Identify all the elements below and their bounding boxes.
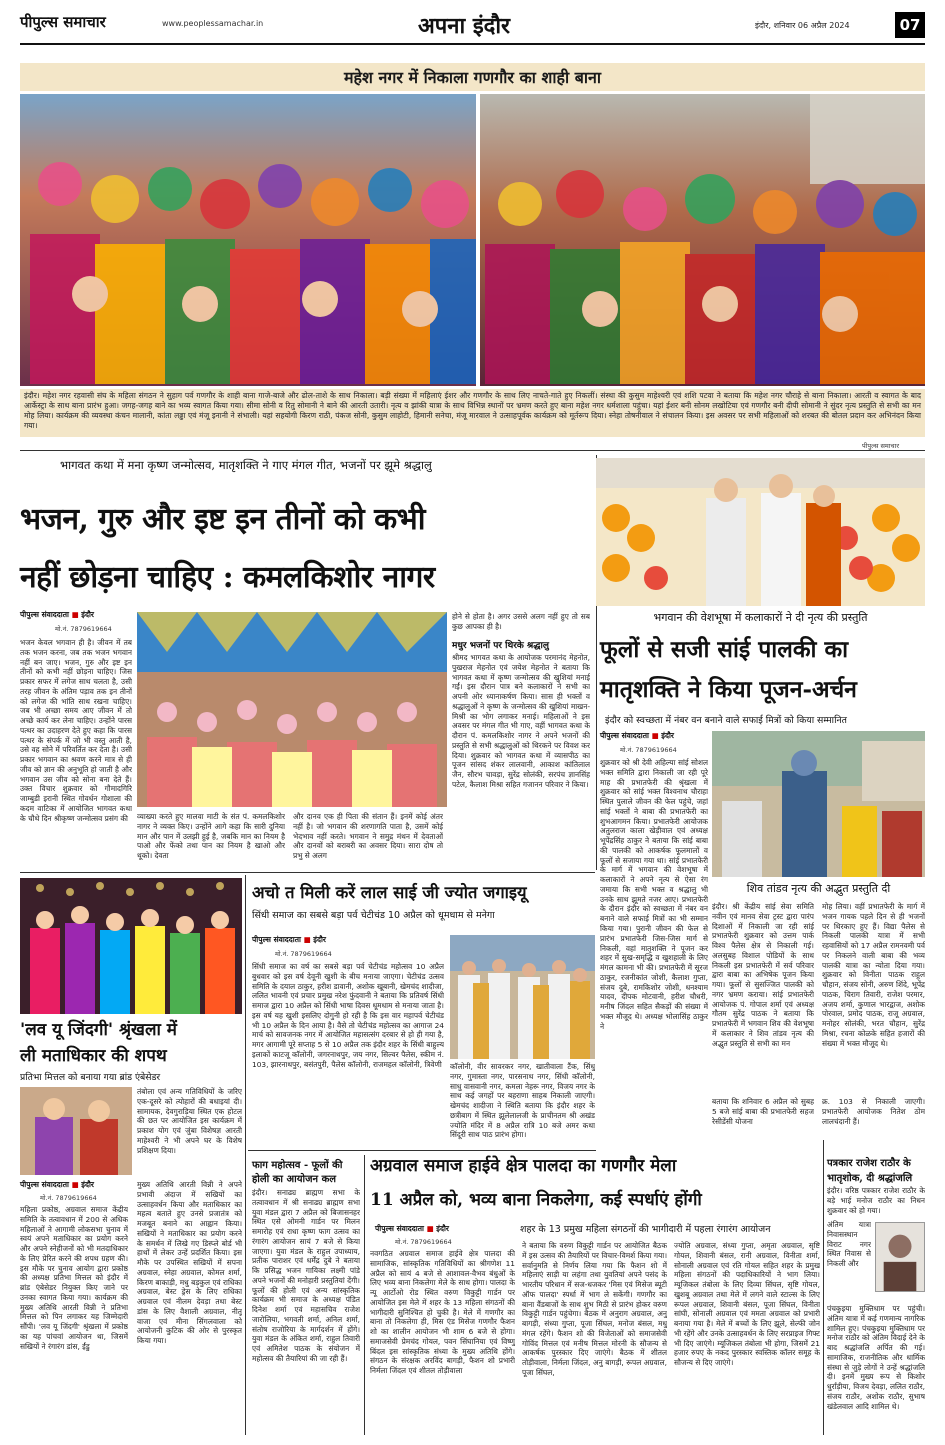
story3-col2b: बताया कि शनिवार 6 अप्रैल को सुबह 5 बजे सांई बाबा की प्रभातफेरी सहज रेसीडेंसी योजना <box>712 1097 814 1126</box>
story4-city: इंदौर <box>81 1180 94 1189</box>
katha-crowd-photo <box>137 612 447 807</box>
story3-city: इंदौर <box>661 731 674 740</box>
story7-col1: नवगठित अग्रवाल समाज हाईवे क्षेत्र पालदा की सामाजिक, सांस्कृतिक गतिविधियों का श्रीगणेश 11 अप्रैल को सायं 4 बजे से आशावल-वैभव बंधुओं के लिए भव्य बाना निकलेगा मेले के साथ होगा। पालदा के न्यू आर्टोओ रोड स्थित वरुण विकुट्टी गार्डन पर आयोजित इस मेले में शहर के 13 महिला संगठनों की भागीदारी सुनिश्चित हो चुकी है। मेले में गणगौर का बाना तो निकलेगा ही, मिस एंड मिसेज गणगौर फैशन शो का शालीन आयोजन भी शाम 6 बजे से होगा। समाजसेवी प्रेमचंद गोयल, पवन सिंघानिया एवं विष्णु बिंदल इस सांस्कृतिक संध्या के मुख्य अतिथि होंगे। संगठन के संरक्षक अरविंद बागड़ी, फैशन शो प्रभारी निर्मला जिंदल एवं शीतल तोड़ीवाला <box>370 1249 515 1376</box>
masthead-website: www.peoplessamachar.in <box>162 19 264 28</box>
col-divider-d <box>823 1140 824 1435</box>
story3-col2: इंदौर। श्री केंद्रीय सांई सेवा समिति नवीन एवं मानव सेवा ट्रस्ट द्वारा पारंप दिशाओं में निकाली जा रही सांई प्रभातफेरी शुक्रवार को उत्तम पार्क विश्व पैलेस क्षेत्र से निकाली गई। अलसुबह विशाल पोडियों के साथ निकली इस प्रभातफेरी में सर्व परिवार द्वारा बाबा का अभिषेक पूजन किया गया। फूलों से सुसज्जित पालकी को नगर भ्रमण कराया। सांई प्रभातफेरी आयोजक पं. गोपाल शर्मा एवं अध्यक्ष गौतम सुरेंद्र पाठक ने बताया कि प्रभातफेरी में भगवान शिव की वेशभूषा में कलाकार ने शिव तांडव नृत्य की अद्भुत प्रस्तुति से सभी का मन <box>712 902 814 1048</box>
story4-col2: मुख्य अतिथि आरती विन्नी ने अपने प्रभावी अंदाज में सखियों का उत्साहवर्धन किया और मताधिकार का महत्व बताते हुए उनसे प्रजातंत्र को मजबूत बनाने का आह्वान किया। सखियों ने मताधिकार का प्रयोग करने के समर्थन में लिखे गए डिस्प्ले बोर्ड भी हाथों में लेकर उन्हें प्रदर्शित किया। इस मौके पर उपस्थित सखियों में सपना अग्रवाल, स्नेहा अग्रवाल, कोमल शर्मा, किरण बाकाड़ी, मधु बड़कुल एवं राधिका अग्रवाल, बेस्ट ड्रेस के लिए राधिका अग्रवाल एवं नीलम देवड़ा तथा बेस्ट डांस के लिए वैशाली अग्रवाल, नीतू वाजा एवं मीना सिंगलवाला को आयोजनी कुटिक की ओर से पुरस्कृत किया गया। <box>137 1180 242 1346</box>
story3-headline-line2: मातृशक्ति ने किया पूजन-अर्चन <box>600 676 857 703</box>
story6-headline-line2: होली का आयोजन कल <box>252 1174 337 1185</box>
dateline: इंदौर, शनिवार 06 अप्रैल 2024 <box>755 21 850 30</box>
col-divider-c <box>364 1155 365 1435</box>
bullet-icon: ■ <box>71 1180 79 1189</box>
bullet-icon: ■ <box>71 610 79 619</box>
story7-col2: ने बताया कि वरुण विकुट्टी गार्डन पर आयोजित बैठक में इस उत्सव की तैयारियों पर विचार-विमर्श किया गया। सर्वानुमति से निर्णय लिया गया कि फैशन शो में महिलाएं साड़ी या लहंगा तथा युवतियां अपने पसंद के भारतीय परिधान में सज-धजकर 'मिस एवं मिसेज ब्यूटी ऑफ पालदा' स्पर्धा में भाग ले सकेंगी। गणगौर का बाना वैंडबाजों के साथ शुभ मिठी से प्रारंभ होकर वरुण विकुट्टी गार्डन पहुंचेगा। बैठक में अनुराग अग्रवाल, अनु बागड़ी, संध्या गुप्ता, पूजा सिंघल, मनोज बंसल, मधु मंगल रहेंगे। फैशन शो की विजेताओं को समाजसेवी गोविंद मित्तल एवं मनीष मित्तल मोरनी के सौजन्य से आकर्षक पुरस्कार दिए जाएंगे। बैठक में शीतल तोड़ीवाला, निर्मला जिंदल, अनु बागड़ी, रूपल अग्रवाल, पूजा सिंघल, <box>522 1241 667 1377</box>
story2-headline-line1: भजन, गुरु और इष्ट इन तीनों को कभी <box>20 502 425 537</box>
col-divider-b <box>245 875 246 1435</box>
bullet-icon: ■ <box>651 731 659 740</box>
story7-headline-line2: 11 अप्रैल को, भव्य बाना निकलेगा, कई स्पर्धाएं होंगी <box>370 1190 702 1210</box>
story3-col3b: क्र. 103 से निकाली जाएगी। प्रभातफेरी आयोजक नितेश ठोम लालचंदानी हैं। <box>822 1097 925 1126</box>
story5-col1: सिंधी समाज का वर्ष का सबसे बड़ा पर्व चेटीचंड महोत्सव 10 अप्रैल बुधवार को इस वर्ष देवूनी खुशी के बीच मनाया जाएगा। चेटीचंड उत्सव समिति के दयाल ठाकुर, हरीश डावानी, अशोक खूबानी, खेमचंद शादीजा, ललित भावनी एवं प्रचार प्रमुख नरेश फुंदवानी ने बताया कि प्रतिवर्ष सिंधी समाज द्वारा 10 अप्रैल को सिंधी भाषा दिवस धूमधाम से मनाया जाता है। इस वर्ष यह खुशी इसलिए दोगुनी हो रही है कि इस वार महापर्व चेटीचंड भी 10 अप्रैल के दिन आया है। वैसे तो चेटीचंड महोत्सव का आगाज 24 मार्च को सावजनक नगर में आयोजित महासत्संग दरबार से हो ही गया है, मगर आगामी पूरे सप्ताह 5 से 10 अप्रैल तक इंदौर शहर के सिंधी बाहुल्य इलाकों काटजू कॉलोनी, जगरनाथपुर, जय नगर, सिल्वर पैलेस, स्कीम नं. 103, झारनाथपुर, बसंतपुरी, पैलेस कॉलोनी, राजमहल कॉलोनी, त्रिवेणी <box>252 962 444 1069</box>
story7-col3: ज्योति अग्रवाल, संध्या गुप्ता, अमृता अग्रवाल, सृष्टि गोयल, शिवानी बंसल, रानी अग्रवाल, विनीता शर्मा, सोनाली अग्रवाल एवं रति गोयल सहित शहर के प्रमुख महिला संगठनों की पदाधिकारियों ने भाग लिया। म्यूजिकल तंबोला के लिए दिव्या सिंघल, सृष्टि गोयल, खुशबू अग्रवाल तथा मेले में लगने वाले स्टाल्स के लिए रूपल अग्रवाल, शिवानी बंसल, पूजा सिंघल, विनीता सांघी, सोनाली अग्रवाल एवं ममता अग्रवाल को प्रभारी बनाया गया है। मेले में बच्चों के लिए झूले, सेल्फी जोन भी रहेंगे और उनके उत्साहवर्धन के लिए सरप्राइज गिफ्ट भी दिए जाएंगे। म्यूजिकल तंबोला भी होगा, जिसमें 21 हजार रुपए के नकद पुरस्कार स्वस्तिक कॉलर समूह के सौजन्य से दिए जाएंगे। <box>674 1241 820 1368</box>
story2-mobile: मो.नं. 7879619664 <box>55 625 112 633</box>
story2-bottom-rule <box>20 872 595 873</box>
story4-headline-line1: 'लव यू जिंदगी' श्रृंखला में <box>20 1020 177 1040</box>
story4-col-top: तंबोला एवं अन्य गतिविधियों के जरिए एक-दूसरे को त्योहारों की बधाइयां दी। सामायक, देवगुराड़िया स्थित एक होटल की छत पर आयोजित इस कार्यक्रम में प्रकाश योग एवं जुंबा विशेषज्ञ आरती माहेश्वरी ने भी अपने घर के विशेष प्रशिक्षण दिया। <box>137 1087 242 1155</box>
story3-strap: इंदौर को स्वच्छता में नंबर वन बनाने वाले सफाई मित्रों को किया सम्मानित <box>605 715 847 726</box>
story1-bottom-rule <box>20 450 925 451</box>
story2-city: इंदौर <box>81 610 94 619</box>
story7-reporter: पीपुल्स संवाददाता <box>375 1224 424 1233</box>
story5-strap: सिंधी समाज का सबसे बड़ा पर्व चेटीचंड 10 अप्रैल को धूमधाम से मनेगा <box>252 910 495 921</box>
story2-headline-line2: नहीं छोड़ना चाहिए : कमलकिशोर नागर <box>20 560 435 595</box>
gangaur-photo-left <box>20 94 476 386</box>
story3-byline <box>600 731 674 741</box>
story5-mobile: मो.नं. 7879619664 <box>275 950 332 958</box>
story3-reporter: पीपुल्स संवाददाता <box>600 731 649 740</box>
story2-kicker: भागवत कथा में मना कृष्ण जन्मोत्सव, मातृशक्ति ने गाए मंगल गीत, भजनों पर झूमे श्रद्धालु <box>60 458 432 472</box>
story3-mobile: मो.नं. 7879619664 <box>620 746 677 754</box>
story5-byline <box>252 935 326 945</box>
story8-body: पंचकुइया मुक्तिधाम पर पहुंची। अंतिम यात्रा में कई गणमान्य नागरिक शामिल हुए। पंचकुइया मुक्तिधाम पर मनोज राठौर को अंतिम विदाई देने के बाद श्रद्धांजलि अर्पित की गई। सामाजिक, राजनीतिक और धार्मिक संस्था से जुड़े लोगों ने उन्हें श्रद्धांजलि दी। इनमें मुख्य रूप से किशोर धुर्रांड़ीया, विजय देवड़ा, ललित राठौर, संजय राठौर, अशोक राठौर, सुभाष खंडेलवाल आदि शामिल थे। <box>827 1304 925 1411</box>
page-number: 07 <box>895 12 925 38</box>
pratibha-mittal-photo <box>20 1087 132 1175</box>
story5-col2: कॉलोनी, वीर सावरकर नगर, खातीवाला टैंक, सिंधु नगर, गुमास्ता नगर, पारसनाथ नगर, सिंधी कॉलोनी, साधु वासवानी नगर, कमला नेहरू नगर, विजय नगर के साथ कई जगहों पर बहराणा साहब निकाली जाएगी। खेमचंद शादीजा ने स्थिति बताया कि इंदौर शहर के छत्रीबाग में स्थित झूलेलालजी के प्राचीनतम श्री अखंड ज्योति मंदिर में 8 अप्रैल रात्रि 10 बजे अमर कथा सिंदूरी साथ पाठ प्रारंभ होगा। <box>450 1062 595 1140</box>
love-you-zindagi-photo <box>20 878 242 1014</box>
story3-col1: शुक्रवार को श्री देवी अहिल्या सांई सोशल भक्त समिति द्वारा निकाली जा रही पूरे माह की प्रभातफेरी की श्रृंखला में शुक्रवार को सांई भक्त विश्वनाथ चौराहा स्थित पुलाले जीवन की फेल पहुंचे, जहां सांई भक्तों ने बाबा की प्रभातफेरी का शुभआगमन किया। प्रभातफेरी आयोजक अतुलराज काला खेड़ीवाल एवं अध्यक्ष भूपेंद्रसिंह ठाकुर ने बताया कि सांई बाबा की पालकी को आकर्षक फूलमालों व फूलों से सजाया गया था। सांई प्रभातफेरी के मार्ग में भगवान की वेशभूषा में कलाकारों ने अपने नृत्य से ऐसा रंग जमाया कि सभी भक्त व श्रद्धालु भी उनके साथ झूमते नजर आए। प्रभातफेरी के दौरान इंदौर को स्वच्छता में नंबर वन बनाने वाले सफाई मित्रों का भी सम्मान किया गया। पुरानी जीवन की फेल से प्रारंभ प्रभातफेरी जिस-जिस मार्ग से निकली, वहां मातृशक्ति ने पूजन कर शहर में सुख-समृद्धि व खुशहाली के लिए मंगल कामना भी की। प्रभातफेरी में सूरज ठाकुर, रजनीकांत जोशी, कैलाश गुप्ता, संजय दुबे, रामकिशोर जोशी, धनश्याम यादव, दीपक मोटवानी, हरीश चौधरी, मनीष जिंदल सहित सैकड़ों की संख्या में भक्त मौजूद थे। अध्यक्ष भोलासिंह ठाकुर ने <box>600 758 708 1031</box>
story5-headline: अचो त मिली करें लाल साई जी ज्योत जगाइयू <box>252 883 527 902</box>
story6-body: इंदौर। सनाढ्य ब्राह्मण सभा के तत्वावधान में श्री सनाढ्य ब्राह्मण सभा युवा मंडल द्वारा 7 अप्रैल को बिजासनहर स्थित एसे ओमनी गार्डन पर मिलन समारोह एवं राधा कृष्ण फाग उत्सव का रंगारंग आयोजन सायं 7 बजे से किया जाएगा। युवा मंडल के राहुल उपाध्याय, प्रतीक पाराशर एवं धर्मेंद्र दुबे ने बताया कि प्रसिद्ध भजन गायिका लक्ष्मी पांडे अपने भजनों की मनोहारी प्रस्तुतियां देंगी। फूलों की होली एवं अन्य सांस्कृतिक कार्यक्रम भी समाज के अध्यक्ष पंडित दिनेश शर्मा एवं महासचिव राजेश जारोलिया, भगवती शर्मा, अनिल शर्मा, संतोष राजोरिया के मार्गदर्शन में होंगे। युवा मंडल के अंकित शर्मा, राहुल तिवारी एवं अमितेश पाठक के संयोजन में महोत्सव की तैयारियां की जा रही हैं। <box>252 1188 360 1364</box>
story3-headline-line1: फूलों से सजी सांई पालकी का <box>600 636 849 663</box>
story2-col1: भजन केवल भगवान ही है। जीवन में तब तक भजन करना, जब तक भजन भगवान नहीं बन जाए। भजन, गुरु और इष्ट इन तीनों को कभी नहीं छोड़ना चाहिए। जिस प्रकार सफर में लगेज साथ चलता है, उसी तरह जीवन के अंतिम पड़ाव तक इन तीनों को लगेज की भांति साथ रखना चाहिए। जब भी अच्छा समय आए जीवन में तो अच्छे कार्य कर लेना चाहिए। उन्होंने पारस पत्थर का उदाहरण देते हुए कहा कि पारस पत्थर के संपर्क में जो भी वस्तु आती है, उसे वह सोने में परिवर्तित कर देता है। उसी प्रकार भगवान का श्रवण करने मात्र से ही जीव को ज्ञान की अनुभूति हो जाती है और भगवान उस जीव को सोना बना देते हैं। उक्त विचार शुक्रवार को गौमादगिरि जाम्बुडी इरानी स्थित गोवर्धन गोशाला की कदम वाटिका में आयोजित भागवत कथा के चौथे दिन श्रीकृष्ण जन्मोत्सव प्रसंग की <box>20 638 132 823</box>
sai-palki-photo-top <box>596 458 925 606</box>
story5-reporter: पीपुल्स संवाददाता <box>252 935 301 944</box>
story2-col4b: श्रीमद भागवत कथा के आयोजक परमानंद मेहनोत, पुखराज मेहनोत एवं जयेश मेहनोत ने बताया कि भागवत कथा में कृष्ण जन्मोत्सव की खुशियां मनाई गईं। इस दौरान पात्र बने कलाकारों ने सभी का अपनी ओर ध्यानाकर्षण किया। सास ही भक्तों व श्रद्धालुओं ने कृष्ण के जन्मोत्सव की खुशियां माखन-मिश्री का भोग लगाकर मनाई। महिलाओं ने इस अवसर पर मंगल गीत भी गाए, वहीं भागवत कथा के दौरान पं. कमलकिशोर नागर ने अपने भजनों की प्रस्तुति से सभी श्रद्धालुओं को थिरकने पर विवश कर दिया। शुक्रवार को भागवत कथा में व्यासपीठ का पूजन सांसद शंकर लालवानी, आकाश कांतिलाल जैन, सौरभ चावड़ा, सुरेंद्र सोलंकी, सरपंच ज्ञानसिंह पटेल, कैलाश मिश्रा सहित गजानन परिवार ने किया। <box>452 653 590 789</box>
masthead-logo: पीपुल्स समाचार <box>20 13 106 31</box>
story2-subhead: मधुर भजनों पर थिरके श्रद्धालु <box>452 641 549 651</box>
story2-reporter: पीपुल्स संवाददाता <box>20 610 69 619</box>
story7-mobile: मो.नं. 7879619664 <box>395 1238 452 1246</box>
shiv-tandav-photo <box>712 731 925 877</box>
story8-body-side: अंतिम यात्रा निवासस्थान विराट नगर स्थित निवास से निकली और <box>827 1220 871 1269</box>
section-title: अपना इंदौर <box>418 13 511 39</box>
story4-col1: महिला प्रकोष्ठ, अग्रवाल समाज केंद्रीय समिति के तत्वावधान में 200 से अधिक महिलाओं ने आगामी लोकसभा चुनाव में स्वयं अपने मताधिकार का प्रयोग करने और अपने स्नेहीजनों को भी मतदाधिकार के लिए प्रेरित करने की शपथ ग्रहण की। इस मौके पर चुनाव आयोग द्वारा प्रकोष्ठ की अध्यक्ष प्रतिभा मित्तल को इंदौर में ब्रांड एंबेसेडर नियुक्त किए जाने पर उनका स्वागत किया गया। कार्यक्रम की मुख्य अतिथि आरती विन्नी ने प्रतिभा मित्तल को पिन लगाकर यह जिम्मेदारी सौंपी। 'लव यू जिंदगी' श्रृंखला में प्रकोष्ठ का यह पांचवां आयोजन था, जिसमें सखियों ने रंगारंग डांस, ईंडु <box>20 1205 128 1351</box>
bullet-icon: ■ <box>426 1224 434 1233</box>
story4-mobile: मो.नं. 7879619664 <box>40 1194 97 1202</box>
story7-strap: शहर के 13 प्रमुख महिला संगठनों की भागीदारी में पहला रंगारंग आयोजन <box>520 1224 771 1235</box>
story2-col4a: होने से होता है। अगर उससे अलग नहीं हुए तो सब कुछ आपका ही है। <box>452 612 590 631</box>
story4-headline-line2: ली मताधिकार की शपथ <box>20 1046 167 1066</box>
masthead-rule <box>20 43 925 45</box>
story3-col3: मोह लिया। वहीं प्रभातफेरी के मार्ग में भजन गायक पहले दिन से ही भजनों पर थिरकाए हुए हैं। विद्या पैलेस से निकली पालकी यात्रा में सभी रहवासियों को 17 अप्रैल रामनवमी पर्व पर निकलने वाली बाबा की भव्य पालकी यात्रा का न्योता दिया गया। शुक्रवार को विनीता पाठक राहुल चौहान, संजय सोनी, अरुण शिंदे, भूपेंद्र पाठक, चिराग तिवारी, राजेश परमार, अजय शर्मा, कुणाल भारद्वाज, अशोक पोरवाल, प्रमोद पाठक, राजू अग्रवाल, मनोहर सोलंकी, भरत चौहान, सुरेंद्र मिश्रा, रचना कोळके सहित हजारों की संख्या में भक्त मौजूद थे। <box>822 902 925 1048</box>
story6-headline-line1: फाग महोत्सव - फूलों की <box>252 1160 343 1171</box>
cheti-chand-photo <box>450 935 595 1059</box>
story7-city: इंदौर <box>436 1224 449 1233</box>
story5-city: इंदौर <box>313 935 326 944</box>
bullet-icon: ■ <box>303 935 311 944</box>
story2-byline <box>20 610 94 620</box>
manoj-rathore-portrait <box>875 1222 925 1292</box>
story4-reporter: पीपुल्स संवाददाता <box>20 1180 69 1189</box>
story1-caption: इंदौर। महेश नगर रहवासी संघ के महिला संगठन ने सुहाग पर्व गणगौर के शाही बाना गाजे-बाजे और ढोल-ताशे के साथ निकाला। बड़ी संख्या में महिलाएं ईशर और गणगौर के साथ लिए नाचते-गाते हुए निकलीं। संस्था की कुसुम माहेश्वरी एवं शशि पटवा ने बताया कि महेश नगर चौराहे से बाना निकाला। आरती व स्वागत के बाद आर्केस्ट्रा के साथ बाना प्रारंभ हुआ। जगह-जगह बाने का भव्य स्वागत किया गया। सीमा सोनी व रितु सोमानी ने बाने की आरती उतारी। नृत्य व झांकी यात्रा के साथ विभिन्न स्थानों पर भ्रमण करते हुए बाना महेश नगर धर्मशाला पहुंचा। यहां ईशर बनी सोनम लखोटिया एवं गणगौर बनी दीपी सोमानी ने सुंदर नृत्य प्रस्तुति से सभी का मन मोह लिया। कार्यक्रम की व्यवस्था कंचन मालानी, कांता लढ्ढा एवं मंजू इनानी ने संभाली। यहां सहयोगी किरण राठी, पंकज सोनी, कुसुम लाहोटी, हिमानी सनेचा, मंजू मारवाल ने उत्साहपूर्वक कार्यक्रम को मूर्तरूप दिया। स्नेहा तोषनीवाल ने संचालन किया। इस अवसर पर सभी महिलाओं को शरबत की बोतल प्रदान कर अभिनंदन किया गया। <box>20 389 925 437</box>
story7-headline-line1: अग्रवाल समाज हाईवे क्षेत्र पालदा का गणगौर मेला <box>370 1156 677 1176</box>
story1-credit: पीपुल्स समाचार <box>862 442 899 450</box>
story8-body-top: इंदौर। वरिष्ठ पत्रकार राजेश राठौर के बड़े भाई मनोज राठौर का निधन शुक्रवार को हो गया। <box>827 1186 925 1215</box>
story7-byline <box>375 1224 449 1234</box>
story8-headline-line1: पत्रकार राजेश राठौर के <box>827 1158 911 1169</box>
story2-col2: व्याख्या करते हुए मालवा माटी के संत पं. कमलकिशोर नागर ने व्यक्त किए। उन्होंने आगे कहा कि सारी दुनिया मान और पान में उलझी हुई है, जबकि मान का नियम है पाओ और फेंको तथा पान का नियम है खाओ और थूको। देवता <box>137 812 285 861</box>
story8-headline-line2: भातृशोक, दी श्रद्धांजलि <box>827 1173 913 1184</box>
gangaur-photo-right <box>480 94 925 386</box>
story3-photo-caption-bottom: शिव तांडव नृत्य की अद्भुत प्रस्तुति दी <box>746 882 891 895</box>
masthead <box>0 0 945 60</box>
story1-headline: महेश नगर में निकाला गणगौर का शाही बाना <box>343 68 602 87</box>
story5-bottom-rule <box>248 1150 596 1151</box>
story3-photo-caption-top: भगवान की वेशभूषा में कलाकारों ने दी नृत्य की प्रस्तुति <box>653 611 868 624</box>
story4-strap: प्रतिभा मित्तल को बनाया गया ब्रांड एंबेसेडर <box>20 1072 161 1083</box>
story2-col3: और दानव एक ही पिता की संतान हैं। इनमें कोई अंतर नहीं है। जो भगवान की शरणागति पाता है, उसमें कोई भेदभाव नहीं करते। भगवान ने समुद्र मंथन में देवताओं और दानवों को बराबरी का अवसर दिया। सारा दोष तो प्रभु से अलग <box>293 812 443 861</box>
story4-byline <box>20 1180 94 1190</box>
